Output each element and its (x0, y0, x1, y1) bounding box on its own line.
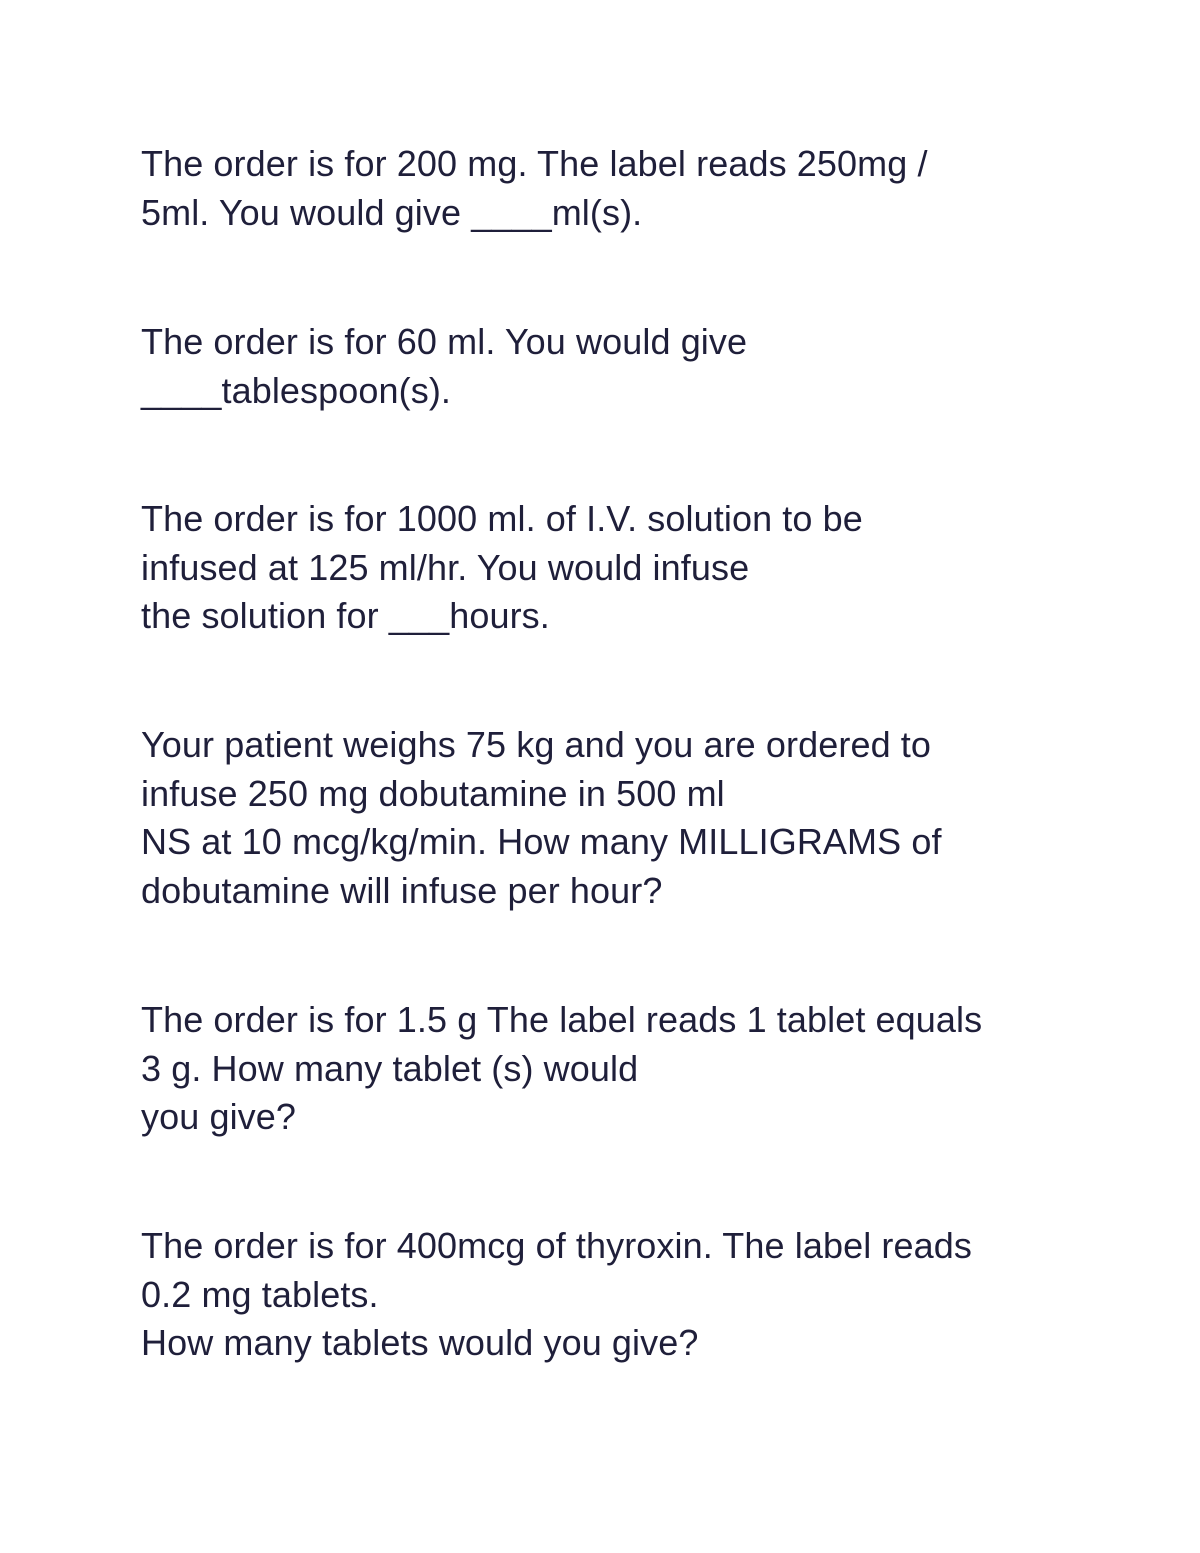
question-4-line-2: infuse 250 mg dobutamine in 500 ml (141, 772, 725, 814)
question-4-line-1: Your patient weighs 75 kg and you are ordered to (141, 724, 932, 765)
question-5-line-1: The order is for 1.5 g The label reads 1 tablet equals (141, 999, 983, 1040)
question-5-line-2: 3 g. How many tablet (s) would (141, 1047, 639, 1089)
question-3-line-1: The order is for 1000 ml. of I.V. solution to be (141, 498, 863, 539)
question-6-line-3: How many tablets would you give? (141, 1322, 699, 1363)
question-3 (141, 495, 1101, 641)
question-2-line-2: ____tablespoon(s). (141, 369, 452, 411)
question-5-line-3: you give? (141, 1096, 297, 1137)
question-1 (141, 140, 1101, 237)
question-3-line-3: the solution for ___hours. (141, 595, 550, 636)
question-4-line-4: dobutamine will infuse per hour? (141, 869, 663, 911)
question-6 (141, 1222, 1101, 1368)
question-6-line-1: The order is for 400mcg of thyroxin. The label reads (141, 1225, 972, 1266)
question-4-line-3: NS at 10 mcg/kg/min. How many MILLIGRAMS of (141, 821, 942, 862)
question-1-line-2: 5ml. You would give ____ml(s). (141, 191, 643, 233)
question-2-line-1: The order is for 60 ml. You would give (141, 321, 748, 362)
question-3-line-2: infused at 125 ml/hr. You would infuse (141, 546, 750, 588)
question-6-line-2: 0.2 mg tablets. (141, 1273, 379, 1315)
question-4 (141, 721, 1101, 915)
question-2 (141, 318, 1101, 415)
question-5 (141, 996, 1101, 1142)
question-1-line-1: The order is for 200 mg. The label reads 250mg / (141, 143, 928, 184)
